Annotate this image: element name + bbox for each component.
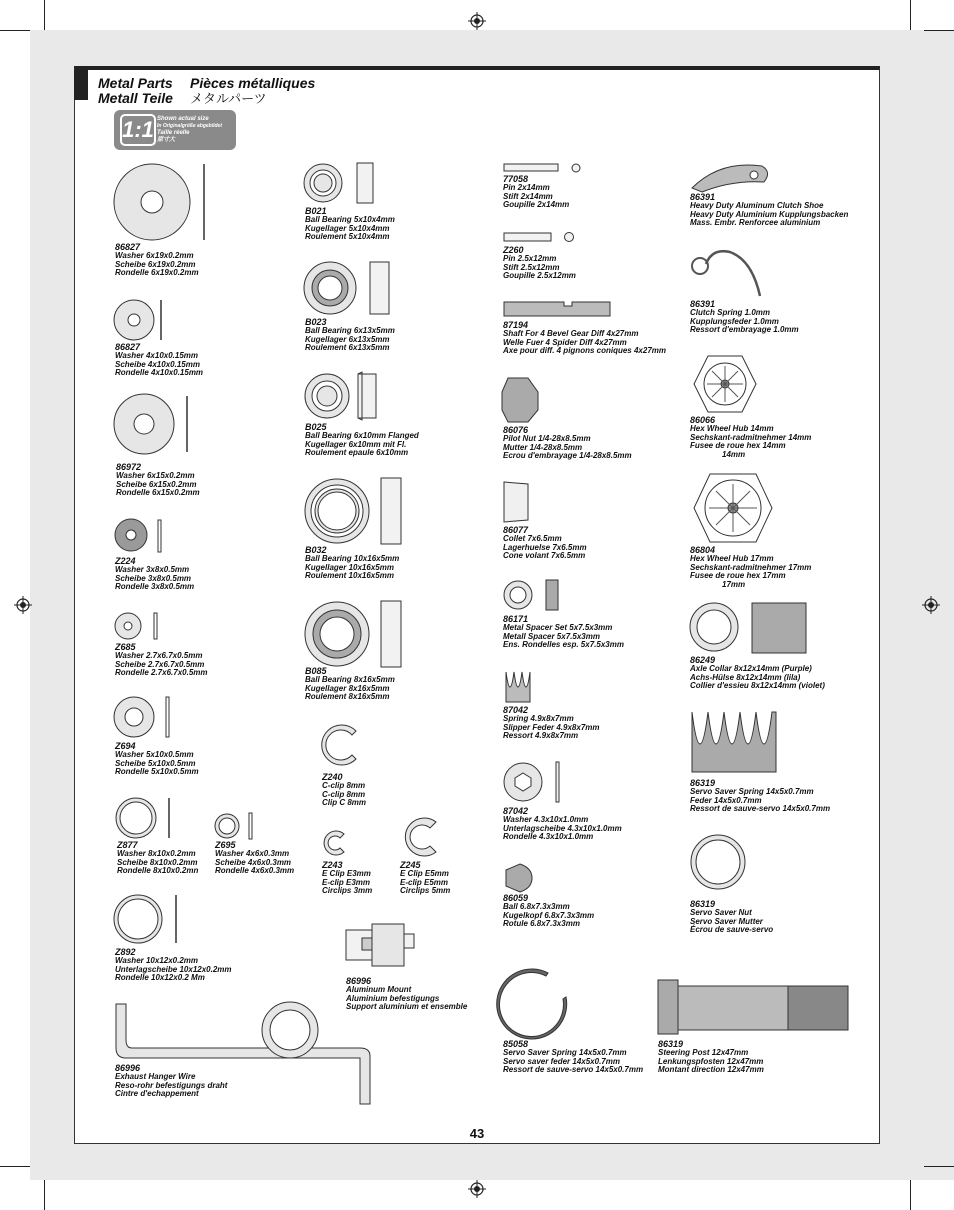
part-label: 86076 Pilot Nut 1/4-28x8.5mm Mutter 1/4-28x8.5mm Ecrou d'embrayage 1/4-28x8.5mm — [503, 425, 632, 461]
washer-86827-large-side — [203, 164, 205, 240]
washer-z224-side — [158, 520, 161, 552]
part-label: B032 Ball Bearing 10x16x5mm Kugellager 10x16x5mm Roulement 10x16x5mm — [305, 545, 400, 581]
part-label: 86319 Servo Saver Spring 14x5x0.7mm Feder 14x5x0.7mm Ressort de sauve-servo 14x5x0.7mm — [690, 778, 831, 814]
spacer-86171-side — [546, 580, 558, 610]
part-label: B025 Ball Bearing 6x10mm Flanged Kugellager 6x10mm mit Fl. Roulement epaule 6x10mm — [305, 422, 419, 458]
axle-collar-86249-side — [752, 603, 806, 653]
part-label: 85058 Servo Saver Spring 14x5x0.7mm Servo saver feder 14x5x0.7mm Ressort de sauve-servo 14x5x0.7mm — [503, 1039, 644, 1075]
part-label: B085 Ball Bearing 8x16x5mm Kugellager 8x16x5mm Roulement 8x16x5mm — [305, 666, 395, 702]
part-label: Z224 Washer 3x8x0.5mm Scheibe 3x8x0.5mm Rondelle 3x8x0.5mm — [115, 556, 195, 592]
part-label: Z892 Washer 10x12x0.2mm Unterlagscheibe 10x12x0.2mm Rondelle 10x12x0.2 Mm — [115, 947, 232, 983]
bearing-b032-side — [381, 478, 401, 544]
part-label: 86059 Ball 6.8x7.3x3mm Kugelkopf 6.8x7.3x3mm Rotule 6.8x7.3x3mm — [503, 893, 595, 929]
e-clip-z245 — [405, 818, 436, 856]
part-label: Z695 Washer 4x6x0.3mm Scheibe 4x6x0.3mm Rondelle 4x6x0.3mm — [215, 840, 295, 876]
part-label: Z260 Pin 2.5x12mm Stift 2.5x12mm Goupille 2.5x12mm — [503, 245, 576, 281]
part-label: 86804 Hex Wheel Hub 17mm Sechskant-radmitnehmer 17mm Fusee de roue hex 17mm 17mm — [690, 545, 812, 589]
title-de: Metall Teile — [98, 90, 173, 106]
part-label: Z245 E Clip E5mm E-clip E5mm Circlips 5mm — [400, 860, 451, 896]
part-label: 86827 Washer 4x10x0.15mm Scheibe 4x10x0.15mm Rondelle 4x10x0.15mm — [115, 342, 204, 378]
collet-86077 — [504, 482, 528, 522]
badge-line: Taille réelle — [157, 130, 190, 136]
title-jp: メタルパーツ — [190, 91, 267, 106]
e-clip-z243 — [324, 831, 344, 855]
part-label: 86996 Exhaust Hanger Wire Reso-rohr befestigungs draht Cintre d'echappement — [115, 1063, 228, 1099]
spring-87042 — [506, 672, 530, 702]
washer-z695-side — [249, 813, 252, 839]
part-label: Z240 C-clip 8mm C-clip 8mm Clip C 8mm — [322, 772, 367, 808]
page-number: 43 — [469, 1126, 485, 1141]
bearing-b021-side — [357, 163, 373, 203]
badge-line: Shown actual size — [157, 116, 209, 122]
part-label: Z694 Washer 5x10x0.5mm Scheibe 5x10x0.5mm Rondelle 5x10x0.5mm — [115, 741, 199, 777]
pin-77058 — [504, 164, 558, 171]
part-label: 86996 Aluminum Mount Aluminium befestigungs Support aluminium et ensemble — [346, 976, 468, 1012]
steering-post-86319 — [658, 980, 678, 1034]
part-label: Z243 E Clip E3mm E-clip E3mm Circlips 3mm — [322, 860, 373, 896]
badge-line: 原寸大 — [157, 137, 176, 143]
part-label: 86066 Hex Wheel Hub 14mm Sechskant-radmitnehmer 14mm Fusee de roue hex 14mm 14mm — [690, 415, 812, 459]
washer-z892-side — [175, 895, 177, 943]
washer-z877-side — [168, 798, 170, 838]
shaft-87194 — [504, 302, 610, 316]
part-label: Z877 Washer 8x10x0.2mm Scheibe 8x10x0.2mm Rondelle 8x10x0.2mn — [117, 840, 199, 876]
bearing-b085-side — [381, 601, 401, 667]
part-label: 86391 Heavy Duty Aluminum Clutch Shoe Heavy Duty Aluminium Kupplungsbacken Mass. Embr. Renforcee aluminium — [690, 192, 849, 228]
badge-line: In Originalgröße abgebildet — [157, 123, 223, 129]
washer-z685-side — [154, 613, 157, 639]
c-clip-z240 — [322, 725, 356, 765]
bearing-b025-side — [358, 372, 376, 420]
clutch-spring-86391 — [706, 251, 760, 296]
scale-ratio: 1:1 — [120, 114, 156, 146]
part-label: 86391 Clutch Spring 1.0mm Kupplungsfeder 1.0mm Ressort d'embrayage 1.0mm — [690, 299, 799, 335]
part-label: 86319 Steering Post 12x47mm Lenkungspfosten 12x47mm Montant direction 12x47mm — [658, 1039, 764, 1075]
washer-z694-side — [166, 697, 169, 737]
pin-77058-end — [572, 164, 580, 172]
part-label: 87042 Spring 4.9x8x7mm Slipper Feder 4.9x8x7mm Ressort 4.9x8x7mm — [503, 705, 600, 741]
servo-spring-86319 — [692, 712, 776, 772]
part-label: 77058 Pin 2x14mm Stift 2x14mm Goupille 2x14mm — [503, 174, 570, 210]
part-label: 86972 Washer 6x15x0.2mm Scheibe 6x15x0.2mm Rondelle 6x15x0.2mm — [116, 462, 200, 498]
title-fr: Pièces métalliques — [190, 75, 316, 91]
part-label: 87194 Shaft For 4 Bevel Gear Diff 4x27mm Welle Fuer 4 Spider Diff 4x27mm Axe pour diff. 4 pignons coniques 4x27mm — [503, 320, 666, 356]
part-label: B021 Ball Bearing 5x10x4mm Kugellager 5x10x4mm Roulement 5x10x4mm — [305, 206, 395, 242]
pilot-nut-86076 — [502, 378, 538, 422]
servo-spring-85058 — [497, 969, 567, 1039]
part-label: 86077 Collet 7x6.5mm Lagerhuelse 7x6.5mm Cone volant 7x6.5mm — [503, 525, 587, 561]
part-label: 86827 Washer 6x19x0.2mm Scheibe 6x19x0.2mm Rondelle 6x19x0.2mm — [115, 242, 199, 278]
part-label: B023 Ball Bearing 6x13x5mm Kugellager 6x13x5mm Roulement 6x13x5mm — [305, 317, 395, 353]
washer-87042-side — [556, 762, 559, 802]
pin-z260 — [504, 233, 551, 241]
pin-z260-end — [565, 233, 574, 242]
part-label: 86319 Servo Saver Nut Servo Saver Mutter Écrou de sauve-servo — [690, 899, 774, 935]
part-label: 86249 Axle Collar 8x12x14mm (Purple) Achs-Hülse 8x12x14mm (lila) Collier d'essieu 8x12x14mm (violet) — [690, 655, 825, 691]
bearing-b023-side — [370, 262, 389, 314]
washer-86827-small-side — [160, 300, 162, 340]
part-label: 87042 Washer 4.3x10x1.0mm Unterlagscheibe 4.3x10x1.0mm Rondelle 4.3x10x1.0mm — [503, 806, 622, 842]
part-label: 86171 Metal Spacer Set 5x7.5x3mm Metall Spacer 5x7.5x3mm Ens. Rondelles esp. 5x7.5x3mm — [503, 614, 624, 650]
title-en: Metal Parts — [98, 75, 173, 91]
washer-86972-side — [186, 396, 188, 452]
ball-86059 — [506, 864, 532, 892]
part-label: Z685 Washer 2.7x6.7x0.5mm Scheibe 2.7x6.7x0.5mm Rondelle 2.7x6.7x0.5mm — [115, 642, 208, 678]
